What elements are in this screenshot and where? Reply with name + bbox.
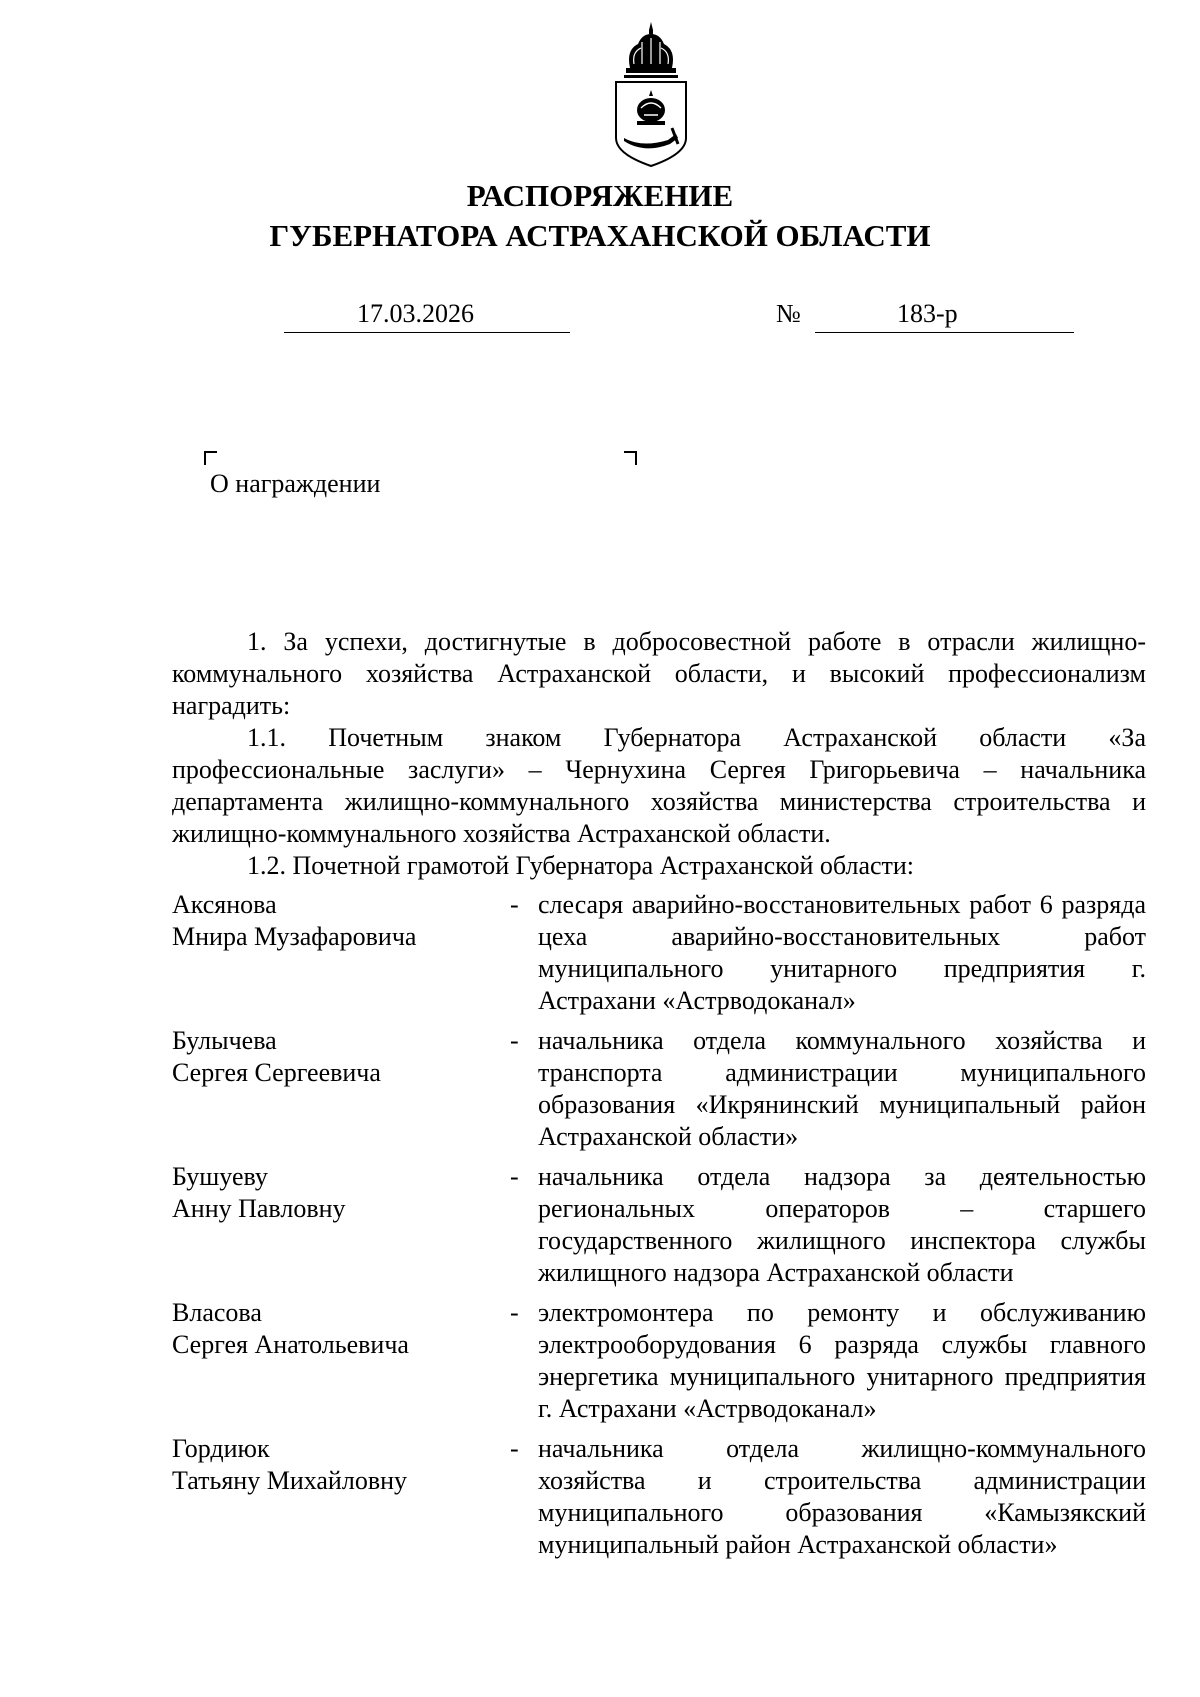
awardee-position: начальника отдела жилищно-коммунального хозяйства и строительства администрации муниципального образования «Камызякский муниципальный район Астраханской области» — [538, 1434, 1146, 1559]
paragraph-1: 1. За успехи, достигнутые в добросовестной работе в отрасли жилищно-коммунального хозяйства Астраханской области, и высокий профессионализм наградить: — [172, 627, 1146, 720]
awardee-surname: Гордиюк — [172, 1434, 270, 1463]
awardee-position: слесаря аварийно-восстановительных работ 6 разряда цеха аварийно-восстановительных работ муниципального унитарного предприятия г. Астрахани «Астрводоканал» — [538, 890, 1146, 1015]
awardee-given-name: Татьяну Михайловну — [172, 1466, 408, 1495]
awardee-name — [172, 1161, 510, 1289]
dash-separator: - — [510, 1162, 519, 1191]
awardee-position: электромонтера по ремонту и обслуживанию электрооборудования 6 разряда службы главного энергетика муниципального унитарного предприятия г. Астрахани «Астрводоканал» — [538, 1298, 1146, 1423]
awardee-name — [172, 1297, 510, 1425]
awardee-surname: Власова — [172, 1298, 262, 1327]
awardee-row — [172, 1433, 1146, 1561]
awardee-name — [172, 1025, 510, 1153]
issuer-title: ГУБЕРНАТОРА АСТРАХАНСКОЙ ОБЛАСТИ — [269, 218, 931, 253]
coat-of-arms-icon — [612, 20, 690, 170]
corner-mark-left — [204, 451, 217, 465]
document-date: 17.03.2026 — [357, 299, 474, 328]
date-field — [284, 296, 570, 333]
awardee-row — [172, 1161, 1146, 1289]
awardee-name — [172, 1433, 510, 1561]
awardee-row — [172, 1297, 1146, 1425]
paragraph-1-2: 1.2. Почетной грамотой Губернатора Астраханской области: — [247, 851, 915, 880]
number-sign: № — [776, 299, 801, 328]
awardee-surname: Бушуеву — [172, 1162, 268, 1191]
awardee-list — [172, 889, 1146, 1569]
number-field — [815, 296, 1074, 333]
document-subject: О награждении — [210, 469, 381, 498]
awardee-surname: Аксянова — [172, 890, 277, 919]
awardee-name — [172, 889, 510, 1017]
paragraph-1-1: 1.1. Почетным знаком Губернатора Астраханской области «За профессиональные заслуги» – Чернухина Сергея Григорьевича – начальника департамента жилищно-коммунального хозяйства министерства строительства и жилищно-коммунального хозяйства Астраханской области. — [172, 723, 1146, 848]
dash-separator: - — [510, 1298, 519, 1327]
dash-separator: - — [510, 1026, 519, 1055]
corner-mark-right — [624, 451, 637, 465]
awardee-given-name: Сергея Сергеевича — [172, 1058, 381, 1087]
body-text — [172, 626, 1146, 882]
dash-separator: - — [510, 1434, 519, 1463]
awardee-position: начальника отдела коммунального хозяйства и транспорта администрации муниципального образования «Икрянинский муниципальный район Астраханской области» — [538, 1026, 1146, 1151]
awardee-given-name: Сергея Анатольевича — [172, 1330, 409, 1359]
awardee-position: начальника отдела надзора за деятельностью региональных операторов – старшего государственного жилищного инспектора службы жилищного надзора Астраханской области — [538, 1162, 1146, 1287]
awardee-row — [172, 889, 1146, 1017]
document-number: 183-р — [897, 299, 958, 328]
dash-separator: - — [510, 890, 519, 919]
awardee-given-name: Мнира Музафаровича — [172, 922, 417, 951]
awardee-given-name: Анну Павловну — [172, 1194, 346, 1223]
awardee-surname: Булычева — [172, 1026, 277, 1055]
awardee-row — [172, 1025, 1146, 1153]
document-type-title: РАСПОРЯЖЕНИЕ — [466, 178, 734, 213]
